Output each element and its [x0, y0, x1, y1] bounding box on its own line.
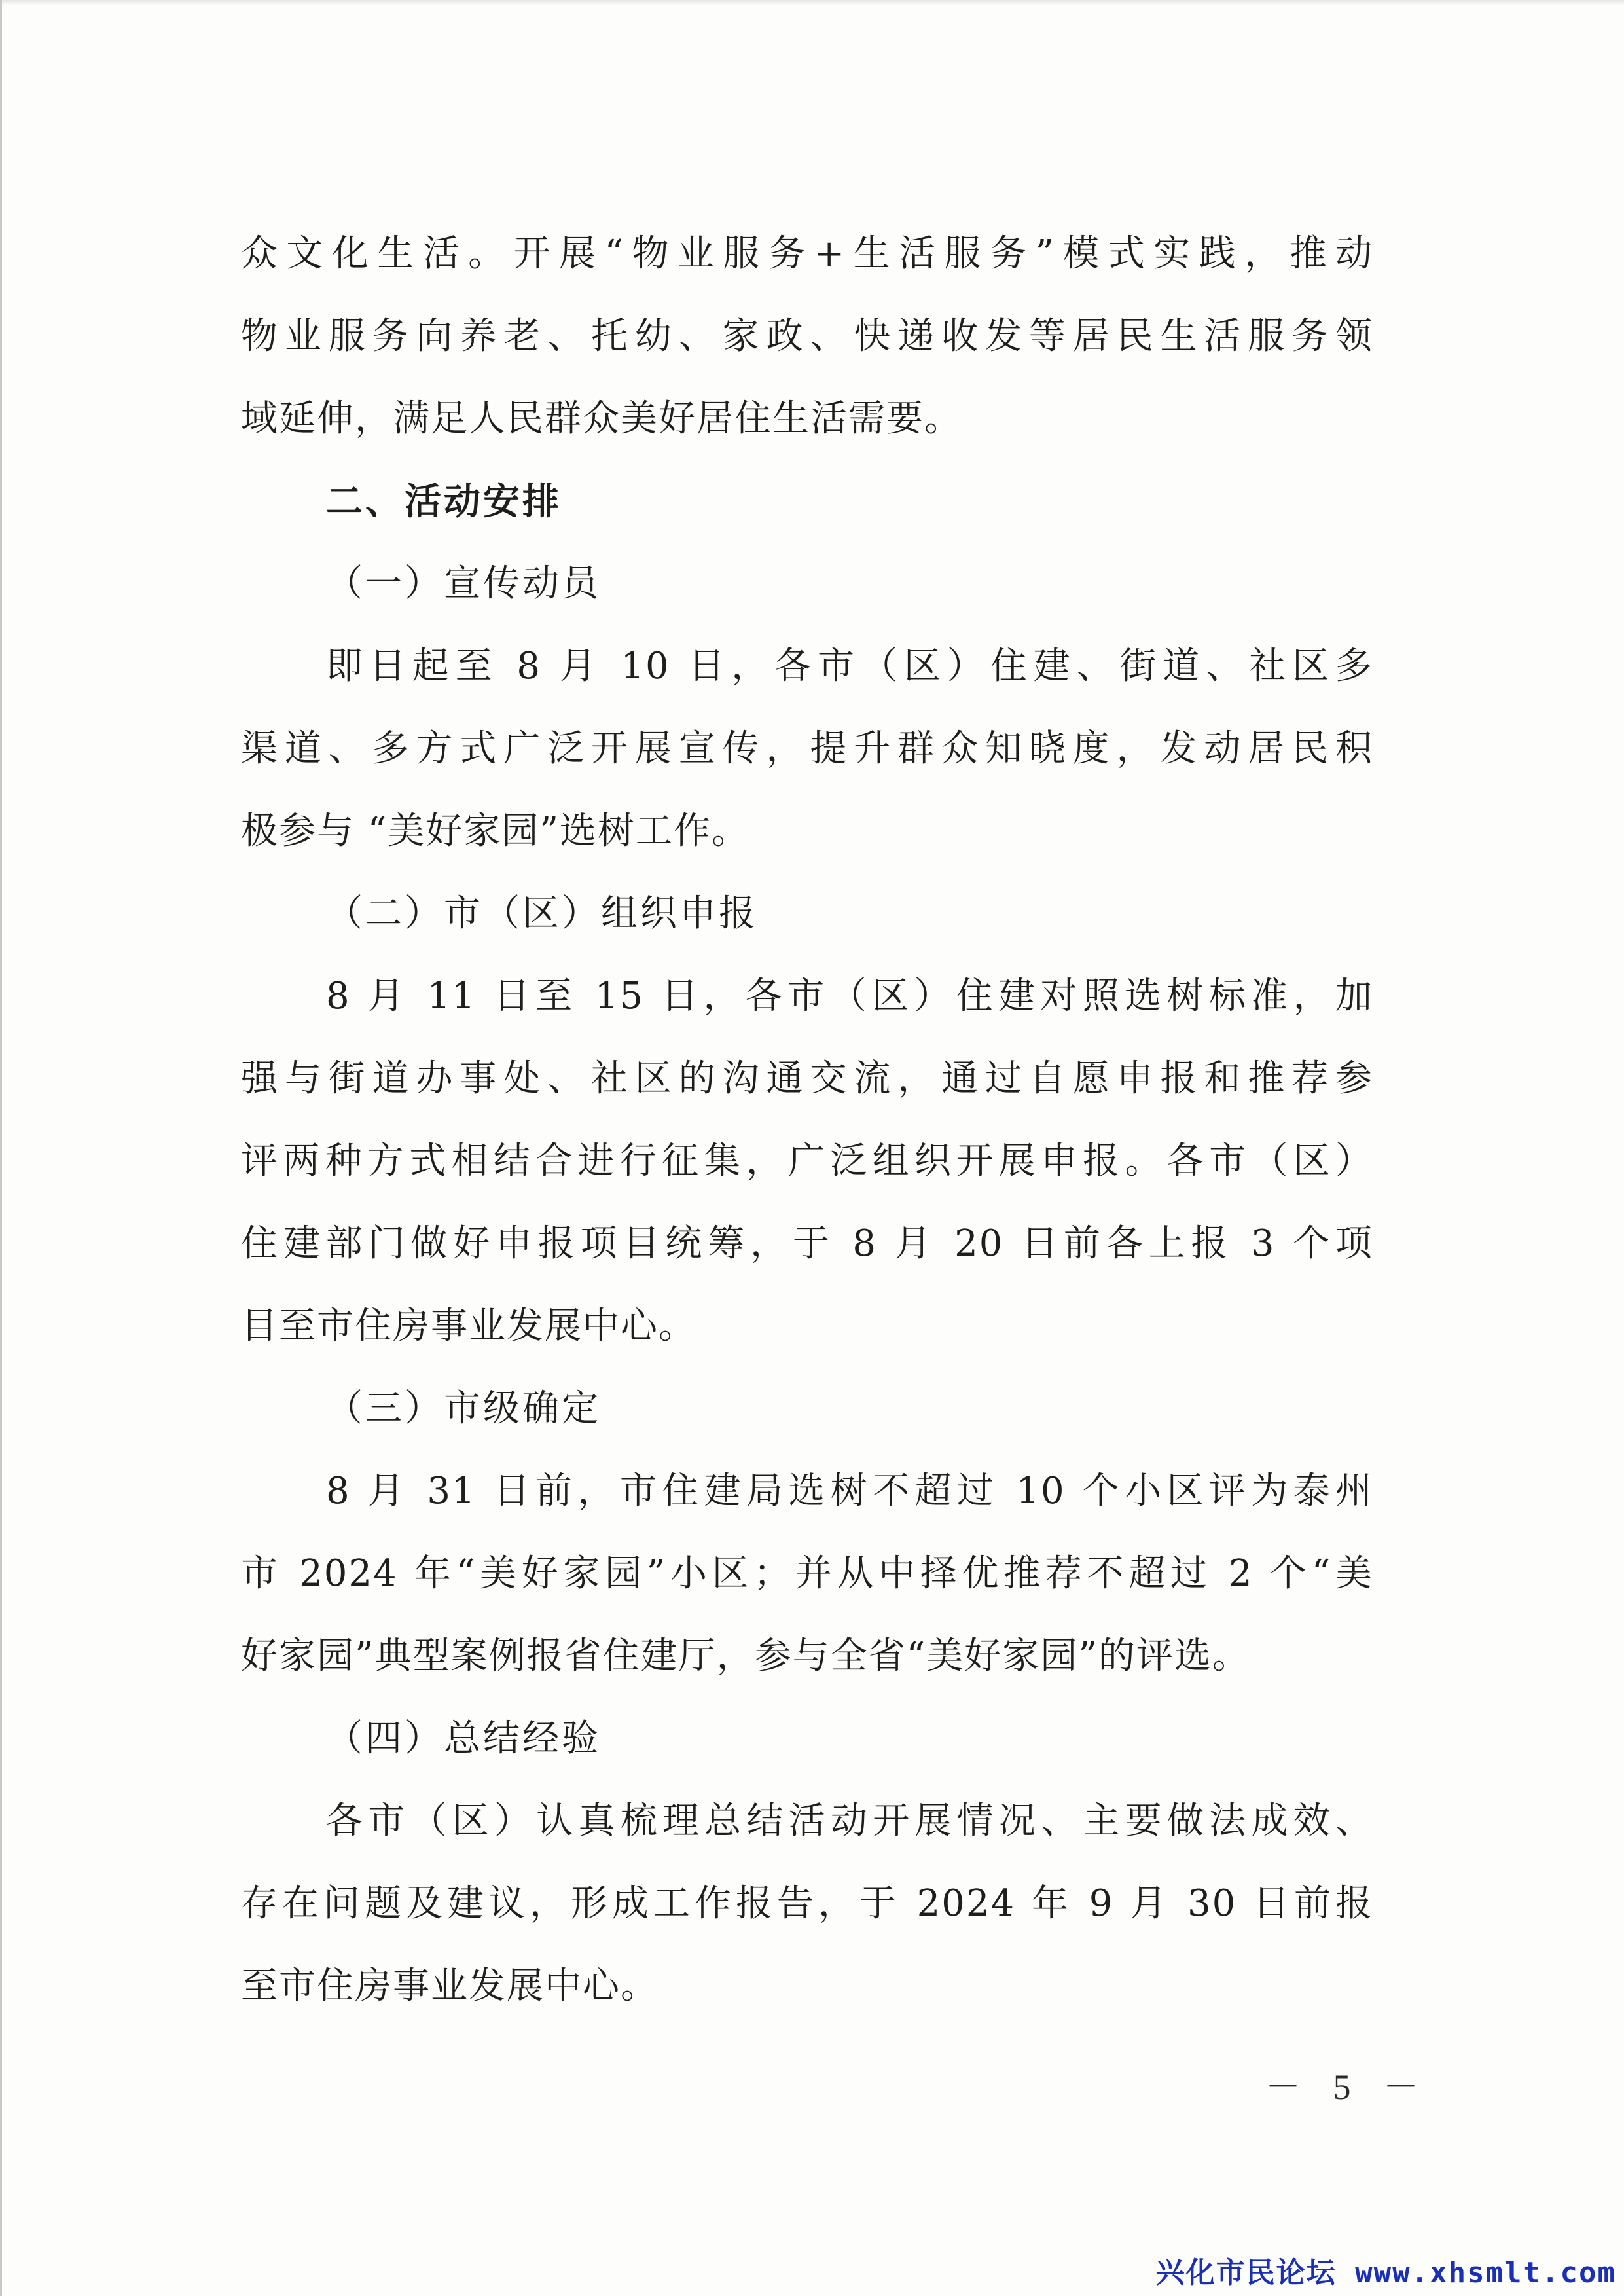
text-line: 至市住房事业发展中心。 [241, 1965, 659, 2007]
text-line: 即日起至 8 月 10 日，各市（区）住建、街道、社区多 [326, 645, 1373, 687]
subsection-heading: （二）市（区）组织申报 [326, 892, 758, 935]
page-top-edge [2, 0, 1624, 5]
subsection-heading: （四）总结经验 [326, 1717, 601, 1760]
text-line: 极参与 “美好家园”选树工作。 [241, 810, 750, 852]
text-line: 8 月 31 日前，市住建局选树不超过 10 个小区评为泰州 [326, 1470, 1373, 1512]
paragraph [241, 955, 1373, 1368]
paragraph-continuation [241, 213, 1373, 460]
section-heading: 二、活动安排 [326, 480, 562, 523]
text-line: 强与街道办事处、社区的沟通交流，通过自愿申报和推荐参 [241, 1057, 1373, 1100]
paragraph [241, 1780, 1373, 2028]
site-watermark: 兴化市民论坛 www.xhsmlt.com [1155, 2256, 1616, 2289]
text-line: 各市（区）认真梳理总结活动开展情况、主要做法成效、 [326, 1800, 1373, 1842]
text-line: 目至市住房事业发展中心。 [241, 1305, 696, 1347]
text-line: 众文化生活。开展“物业服务+生活服务”模式实践，推动 [241, 232, 1373, 275]
text-line: 评两种方式相结合进行征集，广泛组织开展申报。各市（区） [241, 1140, 1373, 1182]
page-number: － 5 － [1265, 2068, 1430, 2107]
document-body [241, 213, 1373, 2028]
paragraph [241, 625, 1373, 873]
subsection-heading: （三）市级确定 [326, 1387, 601, 1430]
text-line: 住建部门做好申报项目统筹，于 8 月 20 日前各上报 3 个项 [241, 1222, 1373, 1265]
text-line: 物业服务向养老、托幼、家政、快递收发等居民生活服务领 [241, 315, 1373, 357]
text-line: 存在问题及建议，形成工作报告，于 2024 年 9 月 30 日前报 [241, 1882, 1373, 1925]
paragraph [241, 1450, 1373, 1698]
text-line: 8 月 11 日至 15 日，各市（区）住建对照选树标准，加 [326, 975, 1373, 1017]
text-line: 渠道、多方式广泛开展宣传，提升群众知晓度，发动居民积 [241, 727, 1373, 770]
text-line: 市 2024 年“美好家园”小区；并从中择优推荐不超过 2 个“美 [241, 1552, 1373, 1595]
subsection-heading: （一）宣传动员 [326, 562, 601, 605]
text-line: 域延伸，满足人民群众美好居住生活需要。 [241, 397, 962, 440]
text-line: 好家园”典型案例报省住建厅，参与全省“美好家园”的评选。 [241, 1635, 1250, 1677]
